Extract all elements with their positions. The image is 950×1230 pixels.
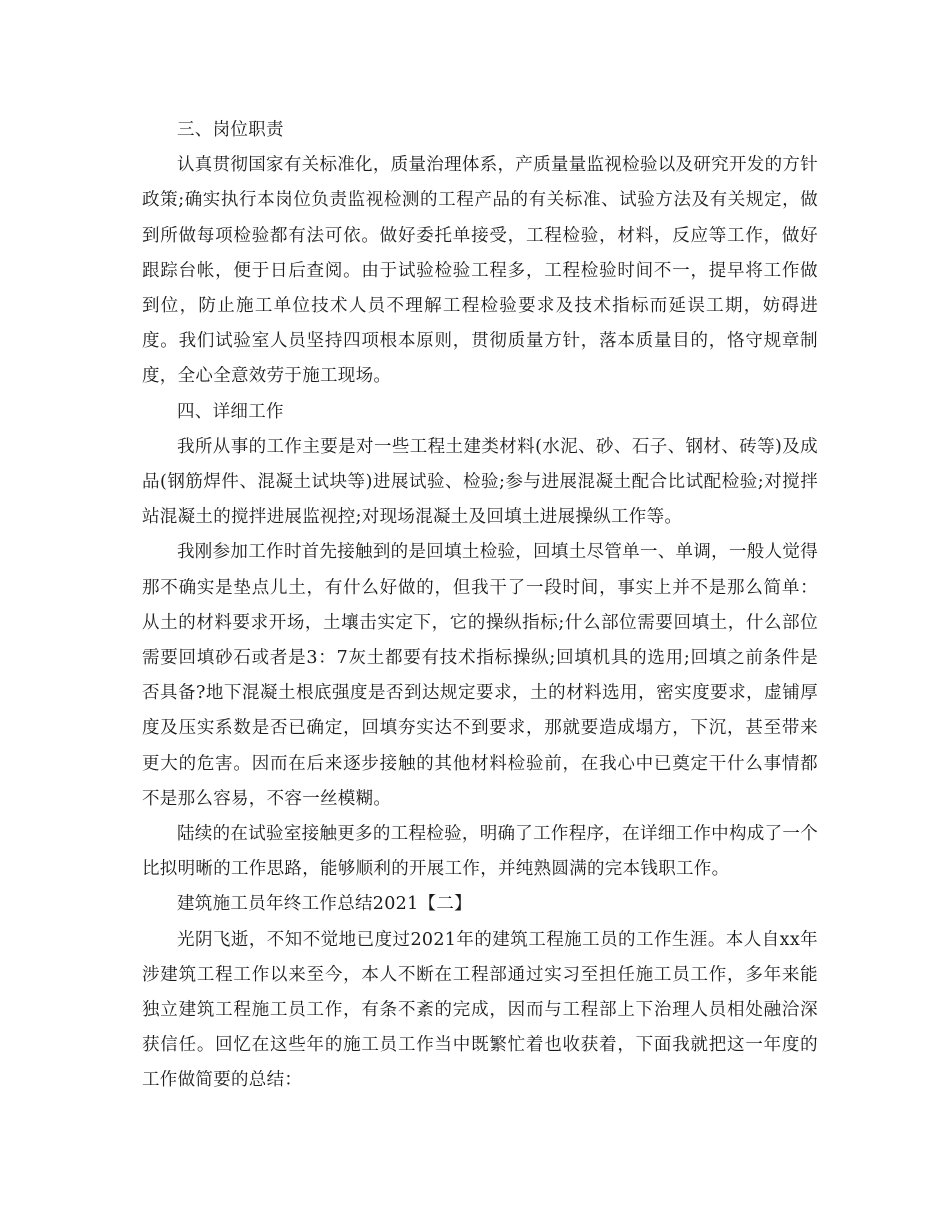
paragraph-duties: 认真贯彻国家有关标准化，质量治理体系，产质量量监视检验以及研究开发的方针政策;确实执行本岗位负责监视检测的工程产品的有关标准、试验方法及有关规定，做到所做每项检验都有法可依。做好委托单接受，工程检验，材料，反应等工作，做好跟踪台帐，便于日后查阅。由于试验检验工程多，工程检验时间不一，提早将工作做到位，防止施工单位技术人员不理解工程检验要求及技术指标而延误工期，妨碍进度。我们试验室人员坚持四项根本原则，贯彻质量方针，落本质量目的，恪守规章制度，全心全意效劳于施工现场。 <box>142 155 818 387</box>
document-body <box>142 113 818 1099</box>
paragraph-experience: 陆续的在试验室接触更多的工程检验，明确了工作程序，在详细工作中构成了一个比拟明晰的工作思路，能够顺利的开展工作，并纯熟圆满的完本钱职工作。 <box>142 824 818 880</box>
paragraph-work-scope: 我所从事的工作主要是对一些工程土建类材料(水泥、砂、石子、钢材、砖等)及成品(钢筋焊件、混凝土试块等)进展试验、检验;参与进展混凝土配合比试配检验;对搅拌站混凝土的搅拌进展监视控;对现场混凝土及回填土进展操纵工作等。 <box>142 436 818 528</box>
section-heading-work: 四、详细工作 <box>177 401 284 422</box>
paragraph-summary-intro: 光阴飞逝，不知不觉地已度过2021年的建筑工程施工员的工作生涯。本人自xx年涉建筑工程工作以来至今，本人不断在工程部通过实习至担任施工员工作，多年来能独立建筑工程施工员工作，有条不紊的完成，因而与工程部上下治理人员相处融洽深获信任。回忆在这些年的施工员工作当中既繁忙着也收获着，下面我就把这一年度的工作做简要的总结： <box>142 929 818 1091</box>
section-heading-summary-two: 建筑施工员年终工作总结2021【二】 <box>177 894 472 915</box>
section-heading-duties: 三、岗位职责 <box>177 120 284 140</box>
paragraph-backfill: 我刚参加工作时首先接触到的是回填土检验，回填土尽管单一、单调，一般人觉得那不确实是垫点儿土，有什么好做的，但我干了一段时间，事实上并不是那么简单：从土的材料要求开场，土壤击实定下，它的操纵指标;什么部位需要回填土，什么部位需要回填砂石或者是3：7灰土都要有技术指标操纵;回填机具的选用;回填之前条件是否具备?地下混凝土根底强度是否到达规定要求，土的材料选用，密实度要求，虚铺厚度及压实系数是否已确定，回填夯实达不到要求，那就要造成塌方，下沉，甚至带来更大的危害。因而在后来逐步接触的其他材料检验前，在我心中已奠定干什么事情都不是那么容易，不容一丝模糊。 <box>142 542 818 809</box>
